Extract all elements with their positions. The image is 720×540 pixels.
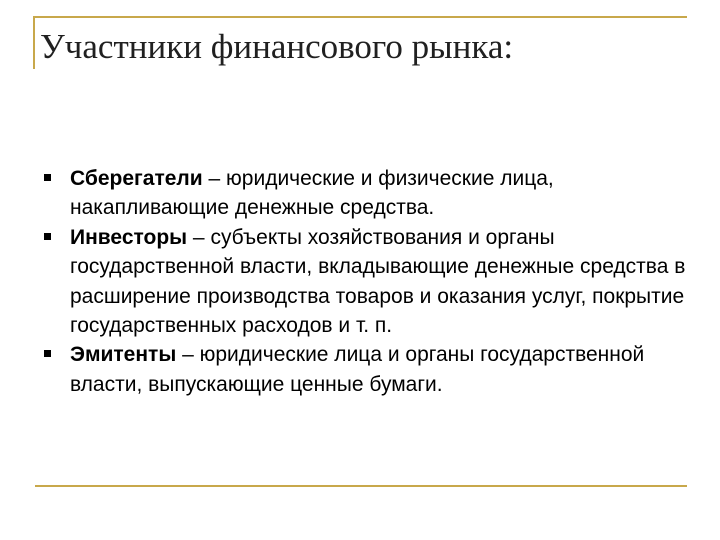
bullet-item-savers bbox=[40, 164, 690, 223]
bullet-text bbox=[70, 164, 690, 223]
bullet-text bbox=[70, 340, 690, 399]
bullet-item-issuers bbox=[40, 340, 690, 399]
bullet-description: – субъекты хозяйствования и органы государственной власти, вкладывающие денежные средства в расширение производства товаров и оказания услуг, покрытие государственных расходов и т. п. bbox=[70, 225, 686, 338]
square-bullet-icon bbox=[44, 233, 51, 240]
left-border-line bbox=[33, 16, 35, 69]
bullet-description: – юридические лица и органы государственной власти, выпускающие ценные бумаги. bbox=[70, 343, 645, 396]
bullet-description: – юридические и физические лица, накапливающие денежные средства. bbox=[70, 167, 554, 220]
square-bullet-icon bbox=[44, 174, 51, 181]
bullet-term: Эмитенты bbox=[70, 343, 177, 367]
bullet-term: Сберегатели bbox=[70, 167, 203, 190]
bullet-text bbox=[70, 223, 690, 341]
bullet-item-investors bbox=[40, 223, 690, 341]
bullet-list bbox=[40, 164, 690, 399]
square-bullet-icon bbox=[44, 350, 51, 357]
bottom-border-line bbox=[35, 485, 687, 487]
slide-title: Участники финансового рынка: bbox=[40, 27, 514, 66]
top-border-line bbox=[33, 16, 687, 18]
bullet-term: Инвесторы bbox=[70, 225, 188, 249]
